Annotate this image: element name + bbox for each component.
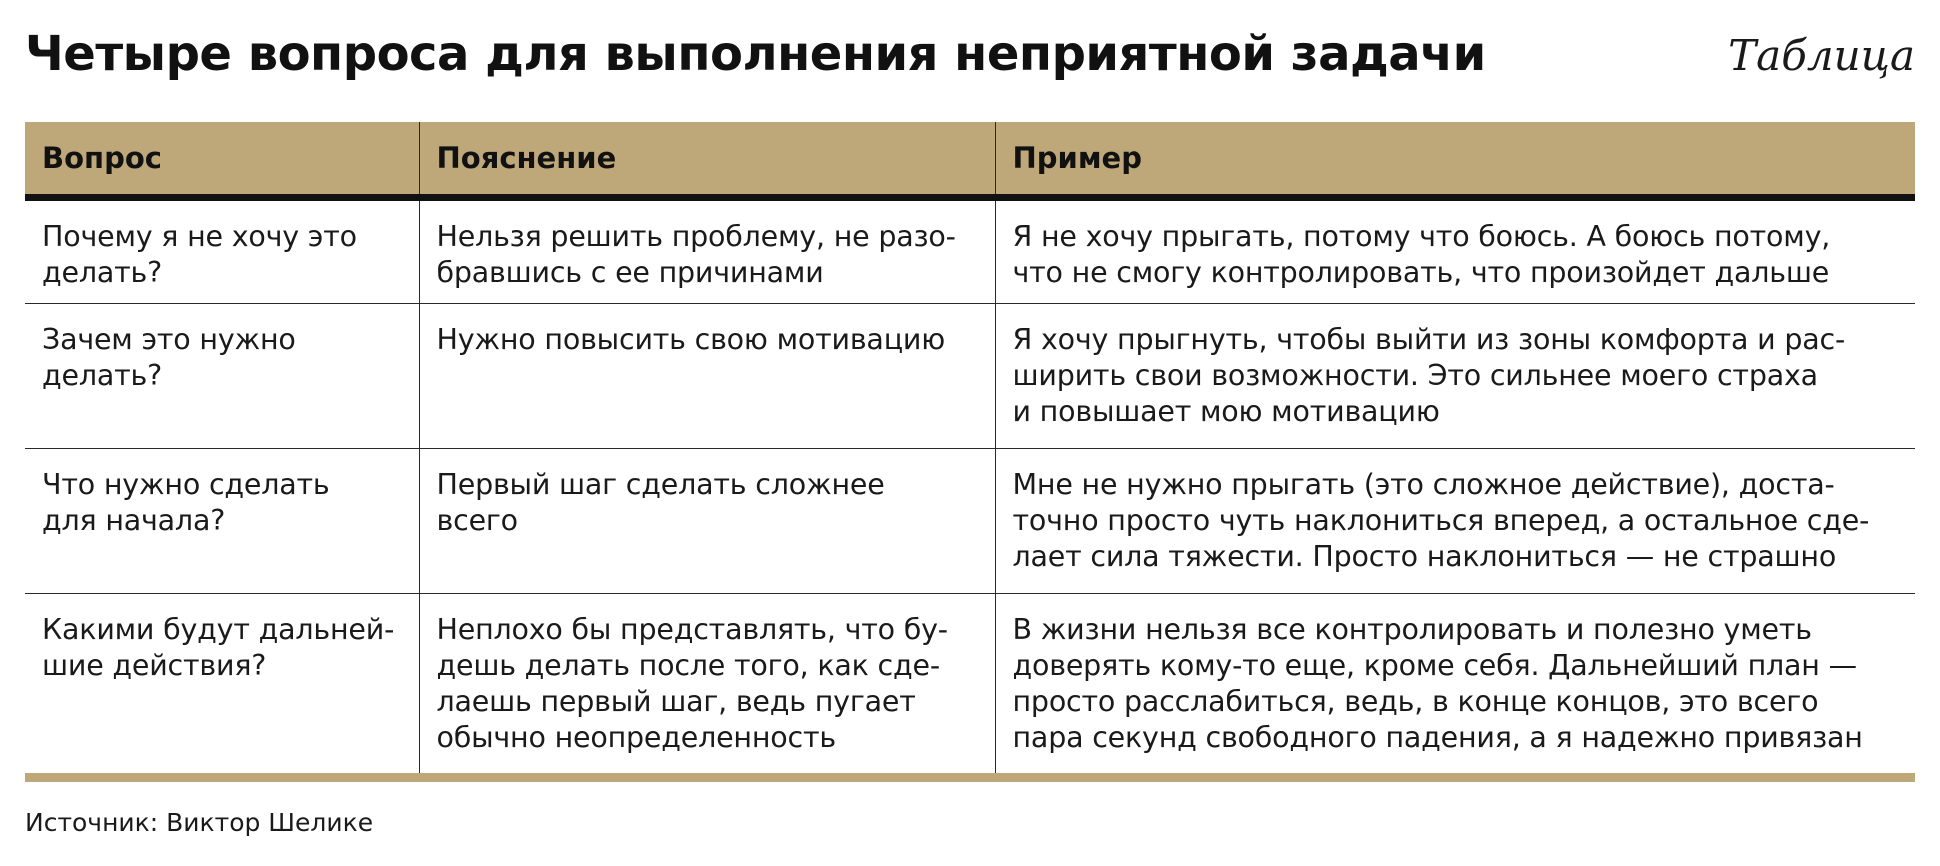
explanation-text: Неплохо бы представлять, что бу- дешь делать после того, как сде- лаешь первый шаг, ведь пугает обычно неопределенность [436,613,948,754]
column-header-question: Вопрос [25,122,419,198]
example-cell [995,594,1915,775]
questions-table [25,122,1915,774]
example-cell [995,304,1915,449]
question-text: Что нужно сделать для начала? [42,468,330,537]
explanation-text: Первый шаг сделать сложнее всего [436,468,885,537]
column-header-example: Пример [995,122,1915,198]
example-text: В жизни нельзя все контролировать и полезно уметь доверять кому-то еще, кроме себя. Дальнейший план — просто расслабиться, ведь, в конце концов, это всего пара секунд свободного падения, а я надежно привязан [1012,613,1863,754]
question-text: Почему я не хочу это делать? [42,220,357,289]
question-cell [25,304,419,449]
table-row [25,304,1915,449]
table-row [25,594,1915,775]
question-text: Какими будут дальней- шие действия? [42,613,395,682]
table-label: Таблица [1728,31,1915,80]
example-cell [995,198,1915,304]
question-text: Зачем это нужно делать? [42,323,296,392]
page-title: Четыре вопроса для выполнения неприятной задачи [25,26,1486,82]
table-row [25,449,1915,594]
source-note: Источник: Виктор Шелике [25,808,374,837]
example-cell [995,449,1915,594]
example-text: Я не хочу прыгать, потому что боюсь. А боюсь потому, что не смогу контролировать, что произойдет дальше [1012,220,1831,289]
table-row [25,198,1915,304]
question-cell [25,449,419,594]
explanation-cell [419,594,995,775]
example-text: Мне не нужно прыгать (это сложное действие), доста- точно просто чуть наклониться вперед, а остальное сде- лает сила тяжести. Просто наклониться — не страшно [1012,468,1870,573]
table-header-row [25,122,1915,198]
explanation-text: Нельзя решить проблему, не разо- бравшись с ее причинами [436,220,956,289]
table-bottom-rule [25,773,1915,782]
question-cell [25,198,419,304]
example-text: Я хочу прыгнуть, чтобы выйти из зоны комфорта и рас- ширить свои возможности. Это сильнее моего страха и повышает мою мотивацию [1012,323,1846,428]
explanation-text: Нужно повысить свою мотивацию [436,323,946,356]
column-header-explanation: Пояснение [419,122,995,198]
question-cell [25,594,419,775]
explanation-cell [419,198,995,304]
explanation-cell [419,304,995,449]
explanation-cell [419,449,995,594]
